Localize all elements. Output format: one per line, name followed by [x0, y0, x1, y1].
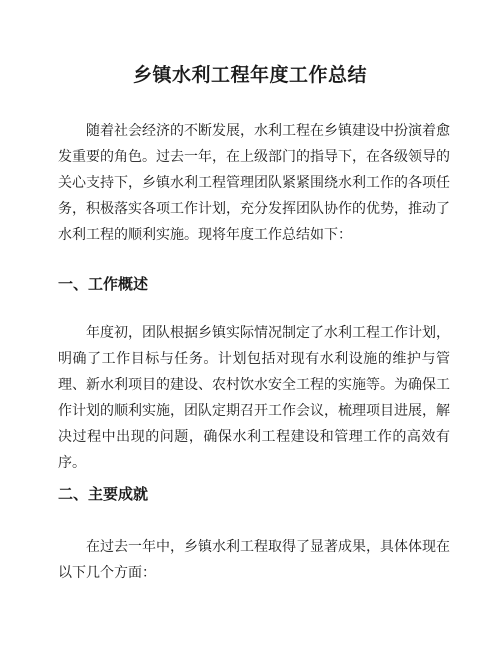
section-body-overview: 年度初，团队根据乡镇实际情况制定了水利工程工作计划，明确了工作目标与任务。计划包括对现有水利设施的维护与管理、新水利项目的建设、农村饮水安全工程的实施等。为确保工作计划的顺利实施，团队定期召开工作会议，梳理项目进展，解决过程中出现的问题，确保水利工程建设和管理工作的高效有序。	[58, 325, 450, 471]
intro-paragraph: 随着社会经济的不断发展，水利工程在乡镇建设中扮演着愈发重要的角色。过去一年，在上级部门的指导下，在各级领导的关心支持下，乡镇水利工程管理团队紧紧围绕水利工作的各项任务，积极落实各项工作计划，充分发挥团队协作的优势，推动了水利工程的顺利实施。现将年度工作总结如下：	[58, 123, 450, 243]
document-title: 乡镇水利工程年度工作总结	[132, 64, 367, 86]
section-heading-overview: 一、工作概述	[58, 275, 149, 293]
section-heading-achievements: 二、主要成就	[58, 485, 149, 503]
section-body-achievements: 在过去一年中，乡镇水利工程取得了显著成果，具体体现在以下几个方面：	[58, 539, 450, 581]
